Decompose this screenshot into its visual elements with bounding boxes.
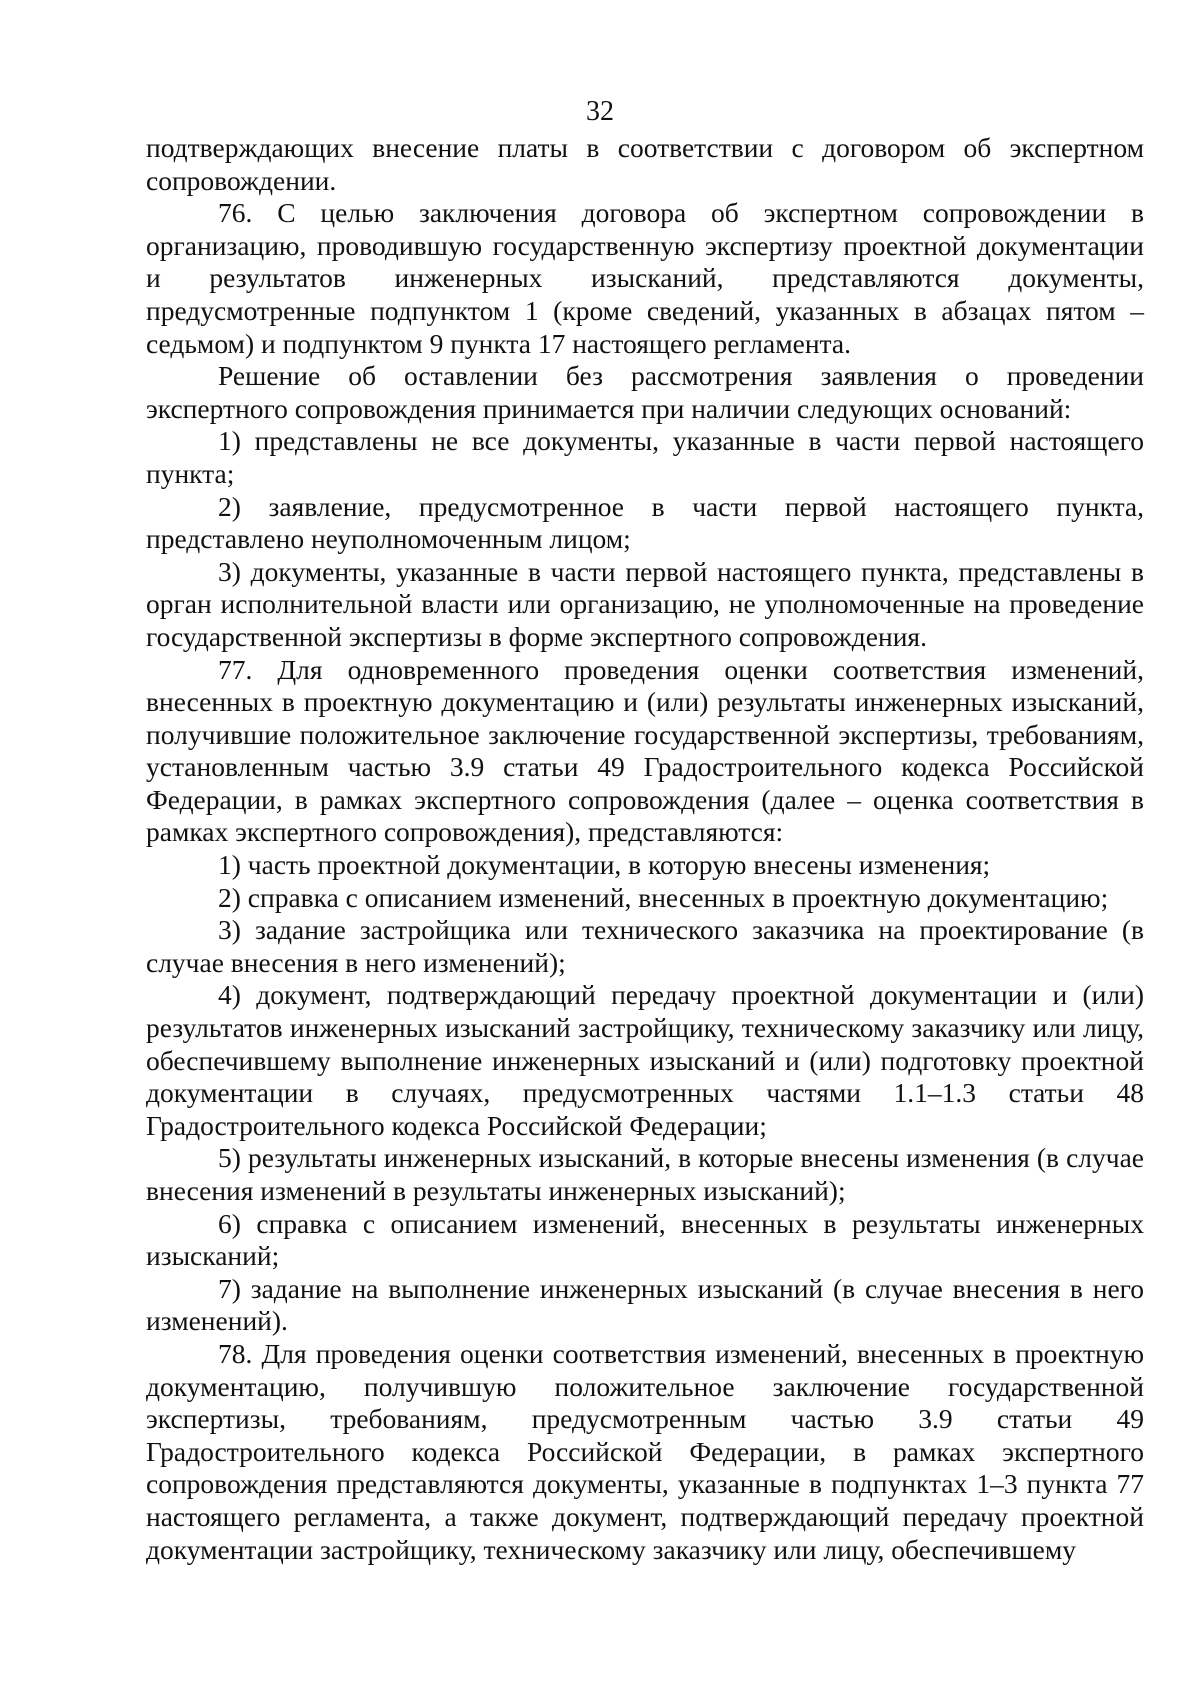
paragraph: 1) часть проектной документации, в которую внесены изменения; [218, 849, 991, 881]
paragraph: 2) справка с описанием изменений, внесенных в проектную документацию; [218, 881, 1109, 913]
paragraph: подтверждающих внесение платы в соответствии с договором об экспертном сопровождении. [146, 132, 1144, 196]
paragraph: 2) заявление, предусмотренное в части первой настоящего пункта, представлено неуполномоченным лицом; [146, 490, 1144, 555]
document-body [146, 132, 1144, 1566]
paragraph: 1) представлены не все документы, указанные в части первой настоящего пункта; [146, 425, 1144, 489]
paragraph: Решение об оставлении без рассмотрения заявления о проведении экспертного сопровождения принимается при наличии следующих оснований: [146, 360, 1144, 424]
paragraph: 76. С целью заключения договора об экспертном сопровождении в организацию, проводившую государственную экспертизу проектной документации и результатов инженерных изысканий, представляются документы, предусмотренные подпунктом 1 (кроме сведений, указанных в абзацах пятом – седьмом) и подпунктом 9 пункта 17 настоящего регламента. [146, 197, 1144, 359]
paragraph: 77. Для одновременного проведения оценки соответствия изменений, внесенных в проектную документацию и (или) результаты инженерных изысканий, получившие положительное заключение государственной экспертизы, требованиям, установленным частью 3.9 статьи 49 Градостроительного кодекса Российской Федерации, в рамках экспертного сопровождения (далее – оценка соответствия в рамках экспертного сопровождения), представляются: [146, 653, 1144, 848]
paragraph: 78. Для проведения оценки соответствия изменений, внесенных в проектную документацию, получившую положительное заключение государственной экспертизы, требованиям, предусмотренным частью 3.9 статьи 49 Градостроительного кодекса Российской Федерации, в рамках экспертного сопровождения представляются документы, указанные в подпунктах 1–3 пункта 77 настоящего регламента, а также документ, подтверждающий передачу проектной документации застройщику, техническому заказчику или лицу, обеспечившему [146, 1337, 1144, 1565]
paragraph: 3) задание застройщика или технического заказчика на проектирование (в случае внесения в него изменений); [146, 914, 1144, 978]
paragraph: 4) документ, подтверждающий передачу проектной документации и (или) результатов инженерных изысканий застройщику, техническому заказчику или лицу, обеспечившему выполнение инженерных изысканий и (или) подготовку проектной документации в случаях, предусмотренных частями 1.1–1.3 статьи 48 Градостроительного кодекса Российской Федерации; [146, 979, 1144, 1141]
paragraph: 3) документы, указанные в части первой настоящего пункта, представлены в орган исполнительной власти или организацию, не уполномоченные на проведение государственной экспертизы в форме экспертного сопровождения. [146, 555, 1144, 652]
paragraph: 7) задание на выполнение инженерных изысканий (в случае внесения в него изменений). [146, 1272, 1144, 1337]
paragraph: 6) справка с описанием изменений, внесенных в результаты инженерных изысканий; [146, 1207, 1144, 1272]
page-number: 32 [586, 96, 614, 127]
paragraph: 5) результаты инженерных изысканий, в которые внесены изменения (в случае внесения изменений в результаты инженерных изысканий); [146, 1142, 1144, 1206]
